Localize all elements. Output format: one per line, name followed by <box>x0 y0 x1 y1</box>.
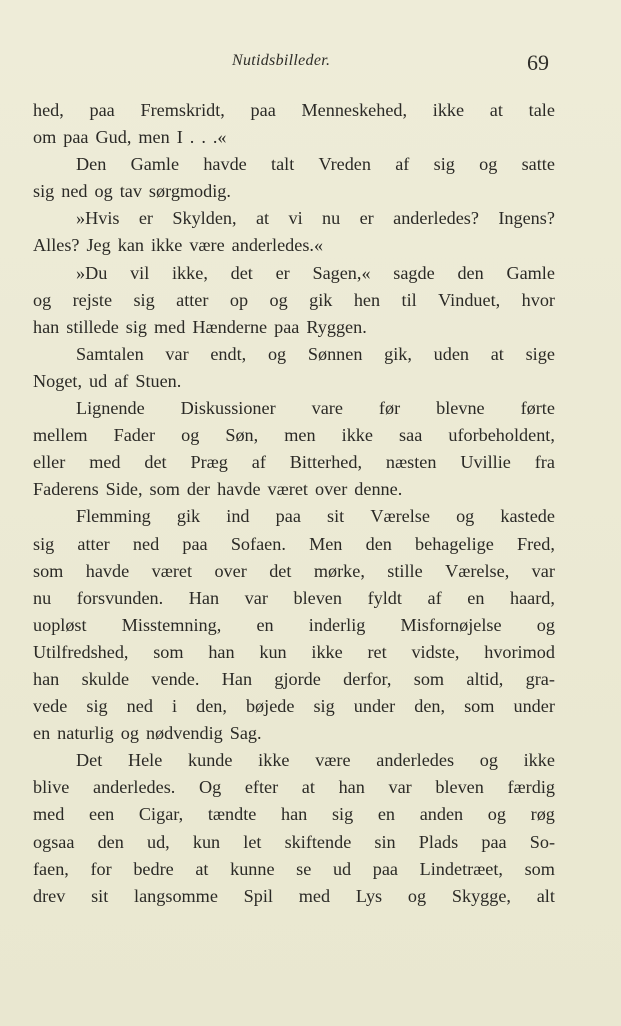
word: uden <box>433 343 470 364</box>
word: ikke <box>432 100 465 120</box>
word: før <box>378 398 401 419</box>
word: kunde <box>188 750 233 771</box>
word: uforbeholdent, <box>448 425 555 446</box>
word: Værelse <box>370 506 430 527</box>
word: stillede <box>66 316 119 337</box>
word: se <box>296 858 312 879</box>
word: Samtalen <box>76 343 144 364</box>
word: sig <box>86 696 108 717</box>
text-line <box>33 395 555 422</box>
word: Stuen. <box>135 370 182 391</box>
word: »Du <box>76 262 108 283</box>
word: fra <box>534 452 555 473</box>
word: Lignende <box>76 398 145 419</box>
word: paa <box>481 831 507 852</box>
word: med <box>33 804 65 825</box>
word: den, <box>414 696 446 717</box>
word: kastede <box>500 506 555 527</box>
word: denne. <box>354 479 403 500</box>
word: sig <box>125 316 148 337</box>
word: af <box>427 587 442 608</box>
text-line <box>33 856 555 883</box>
word: gik, <box>384 343 412 364</box>
word: bleven <box>435 777 484 798</box>
word: havde <box>203 154 247 175</box>
word: Misfornøjelse <box>400 614 502 635</box>
word: ikke <box>523 750 555 771</box>
text-line <box>33 314 555 341</box>
word: og <box>94 181 113 202</box>
word: som <box>153 641 184 662</box>
word: der <box>186 479 211 500</box>
word: og <box>536 614 555 635</box>
text-line <box>33 205 555 232</box>
word: Misstemning, <box>121 614 222 635</box>
word: ned <box>126 696 153 717</box>
word: over <box>314 479 348 500</box>
word: Skylden, <box>172 208 237 229</box>
word: under <box>513 696 555 717</box>
word: en <box>33 723 51 744</box>
word: Værelse, <box>445 560 510 581</box>
word: endt, <box>210 343 247 364</box>
word: Ingens? <box>498 208 555 229</box>
word: ind <box>226 506 250 527</box>
word: drev <box>33 885 66 906</box>
word: for <box>90 858 112 879</box>
word: er <box>359 208 374 229</box>
word: nu <box>33 587 52 608</box>
word: og <box>33 289 52 310</box>
word: ikke <box>258 750 290 771</box>
word: det <box>269 560 292 581</box>
word: Cigar, <box>138 804 184 825</box>
word: vare <box>311 398 343 419</box>
word: Hænderne <box>192 316 268 337</box>
word: blive <box>33 777 70 798</box>
word: Gamle <box>130 154 180 175</box>
word: i <box>171 696 178 717</box>
word: »Hvis <box>76 208 120 229</box>
word: nu <box>322 208 341 229</box>
word: han <box>281 804 308 825</box>
text-line <box>33 747 555 774</box>
word: og <box>120 723 139 744</box>
word: været <box>151 560 193 581</box>
word: Men <box>309 533 343 554</box>
word: af <box>114 370 129 391</box>
word: Flemming <box>76 506 151 527</box>
text-line <box>33 476 555 503</box>
word: hen <box>353 289 381 310</box>
word: altid, <box>466 668 504 689</box>
word: .« <box>212 127 227 148</box>
word: faen, <box>33 858 69 879</box>
word: havde <box>85 560 130 581</box>
text-line <box>33 368 555 395</box>
word: Lindetræet, <box>419 858 503 879</box>
word: at <box>489 100 503 120</box>
word: Plads <box>418 831 459 852</box>
word: er <box>138 208 153 229</box>
word: sig <box>133 289 155 310</box>
word: men <box>138 127 170 148</box>
word: den <box>97 831 124 852</box>
word: Noget, <box>33 370 82 391</box>
word: en <box>256 614 274 635</box>
word: er <box>275 262 290 283</box>
word: ud <box>89 370 108 391</box>
word: at <box>255 208 270 229</box>
word: var <box>388 777 412 798</box>
word: sit <box>91 885 109 906</box>
text-line <box>33 585 555 612</box>
word: I <box>176 127 183 148</box>
word: mellem <box>33 425 88 446</box>
word: til <box>401 289 417 310</box>
word: een <box>89 804 115 825</box>
word: og <box>456 506 475 527</box>
word: Han <box>221 668 253 689</box>
word: sagde <box>393 262 435 283</box>
word: gjorde <box>274 668 321 689</box>
text-line <box>33 666 555 693</box>
word: Fred, <box>517 533 555 554</box>
word: den, <box>196 696 227 717</box>
word: blevne <box>436 398 485 419</box>
word: færdig <box>507 777 555 798</box>
word: Han <box>188 587 220 608</box>
word: So- <box>529 831 555 852</box>
word: behagelige <box>415 533 494 554</box>
word: fyldt <box>367 587 402 608</box>
word: talt <box>271 154 295 175</box>
word: alt <box>536 885 555 906</box>
word: ikke <box>341 425 373 446</box>
text-line <box>33 260 555 287</box>
word: Bitterhed, <box>289 452 363 473</box>
text-line <box>33 178 555 205</box>
word: Præg <box>190 452 228 473</box>
word: førte <box>520 398 555 419</box>
word: han <box>33 316 60 337</box>
word: og <box>407 885 427 906</box>
word: Diskussioner <box>180 398 276 419</box>
header-title: Nutidsbilleder. <box>232 52 331 69</box>
word: vede <box>33 696 68 717</box>
word: paa <box>63 127 89 148</box>
word: ikke, <box>172 262 208 283</box>
word: røg <box>530 804 555 825</box>
word: paa <box>275 506 301 527</box>
word: stille <box>387 560 423 581</box>
word: gik <box>309 289 333 310</box>
word: satte <box>521 154 555 175</box>
word: sit <box>327 506 345 527</box>
word: naturlig <box>57 723 114 744</box>
word: Hele <box>127 750 163 771</box>
word: kunne <box>230 858 275 879</box>
word: . <box>189 127 195 148</box>
word: nødvendig <box>145 723 223 744</box>
word: hed, <box>33 100 64 120</box>
text-line <box>33 531 555 558</box>
word: Menneskehed, <box>301 100 408 120</box>
word: gra- <box>525 668 555 689</box>
word: kan <box>117 235 144 256</box>
word: ikke <box>150 235 183 256</box>
word: kun <box>192 831 221 852</box>
word: Fader <box>113 425 156 446</box>
word: inderlig <box>308 614 366 635</box>
word: den <box>365 533 392 554</box>
word: paa <box>182 533 208 554</box>
word: paa <box>372 858 399 879</box>
word: om <box>33 127 57 148</box>
word: anden <box>419 804 464 825</box>
word: være <box>315 750 351 771</box>
word: Vinduet, <box>438 289 501 310</box>
word: haard, <box>510 587 555 608</box>
word: atter <box>77 533 110 554</box>
word: bedre <box>133 858 174 879</box>
text-line <box>33 503 555 530</box>
word: og <box>267 343 287 364</box>
word: været <box>267 479 308 500</box>
word: ud <box>332 858 352 879</box>
text-line <box>33 883 555 910</box>
word: som <box>149 479 180 500</box>
word: kun <box>259 641 287 662</box>
word: ud, <box>146 831 170 852</box>
text-line <box>33 801 555 828</box>
word: sin <box>374 831 396 852</box>
page-number: 69 <box>527 50 549 75</box>
word: Det <box>76 750 103 771</box>
word: han <box>33 668 60 689</box>
word: Sofaen. <box>230 533 286 554</box>
word: bleven <box>293 587 342 608</box>
word: den <box>457 262 484 283</box>
word: en <box>467 587 485 608</box>
text-line <box>33 97 555 124</box>
word: at <box>301 777 315 798</box>
word: havde <box>217 479 261 500</box>
text-line <box>33 720 555 747</box>
word: skulde <box>81 668 130 689</box>
word: saa <box>399 425 423 446</box>
text-line <box>33 449 555 476</box>
word: han <box>208 641 235 662</box>
word: efter <box>244 777 279 798</box>
word: at <box>490 343 504 364</box>
word: op <box>229 289 249 310</box>
word: skiftende <box>284 831 352 852</box>
word: Ryggen. <box>306 316 367 337</box>
word: og <box>487 804 506 825</box>
word: derfor, <box>343 668 392 689</box>
word: gik <box>176 506 201 527</box>
word: Gud, <box>95 127 132 148</box>
word: Spil <box>243 885 273 906</box>
word: langsomme <box>134 885 218 906</box>
word: Sag. <box>229 723 262 744</box>
body-text <box>33 97 555 910</box>
word: ogsaa <box>33 831 75 852</box>
word: Side, <box>105 479 143 500</box>
word: sørgmodig. <box>148 181 231 202</box>
word: med <box>298 885 331 906</box>
text-line <box>33 558 555 585</box>
word: han <box>338 777 365 798</box>
word: som <box>33 560 64 581</box>
word: ret <box>367 641 387 662</box>
word: vi <box>288 208 303 229</box>
text-line <box>33 774 555 801</box>
word: vende. <box>151 668 200 689</box>
word: sige <box>525 343 555 364</box>
word: paa <box>274 316 300 337</box>
word: ikke <box>311 641 343 662</box>
word: hvor <box>521 289 555 310</box>
word: let <box>243 831 262 852</box>
word: anderledes? <box>393 208 479 229</box>
word: sig <box>331 804 354 825</box>
word: tale <box>528 100 555 120</box>
word: Gamle <box>506 262 555 283</box>
word: forsvunden. <box>76 587 164 608</box>
word: med <box>89 452 121 473</box>
word: Uvillie <box>460 452 511 473</box>
word: bøjede <box>245 696 295 717</box>
word: sig <box>33 181 55 202</box>
word: anderledes <box>376 750 455 771</box>
word: som <box>464 696 495 717</box>
word: tav <box>119 181 142 202</box>
word: Vreden <box>318 154 371 175</box>
text-line <box>33 612 555 639</box>
word: Utilfredshed, <box>33 641 129 662</box>
word: vil <box>130 262 150 283</box>
text-line <box>33 151 555 178</box>
word: ned <box>132 533 160 554</box>
word: Sagen,« <box>312 262 371 283</box>
word: sig <box>433 154 455 175</box>
word: Den <box>76 154 107 175</box>
word: det <box>144 452 167 473</box>
word: en <box>377 804 396 825</box>
word: det <box>230 262 253 283</box>
word: Søn, <box>225 425 259 446</box>
word: af <box>251 452 266 473</box>
text-line <box>33 287 555 314</box>
word: at <box>195 858 209 879</box>
word: Sønnen <box>307 343 363 364</box>
word: næsten <box>385 452 437 473</box>
word: Faderens <box>33 479 99 500</box>
running-header <box>0 50 621 78</box>
word: Og <box>198 777 222 798</box>
word: over <box>214 560 247 581</box>
text-line <box>33 829 555 856</box>
text-line <box>33 124 555 151</box>
text-line <box>33 693 555 720</box>
word: sig <box>313 696 335 717</box>
word: var <box>531 560 555 581</box>
word: . <box>201 127 206 148</box>
word: paa <box>250 100 276 120</box>
word: under <box>353 696 396 717</box>
word: og <box>269 289 288 310</box>
word: vidste, <box>411 641 460 662</box>
text-line <box>33 422 555 449</box>
word: tændte <box>207 804 257 825</box>
word: Fremskridt, <box>140 100 225 120</box>
word: med <box>154 316 186 337</box>
word: atter <box>176 289 209 310</box>
word: og <box>181 425 200 446</box>
word: som <box>413 668 445 689</box>
text-line <box>33 341 555 368</box>
word: Skygge, <box>451 885 511 906</box>
word: ned <box>61 181 88 202</box>
word: uopløst <box>33 614 87 635</box>
word: men <box>284 425 316 446</box>
word: rejste <box>72 289 113 310</box>
word: Alles? <box>33 235 80 256</box>
word: sig <box>33 533 55 554</box>
word: var <box>165 343 189 364</box>
word: Jeg <box>86 235 111 256</box>
word: mørke, <box>313 560 365 581</box>
word: var <box>244 587 268 608</box>
word: være <box>189 235 225 256</box>
word: eller <box>33 452 66 473</box>
text-line <box>33 639 555 666</box>
word: og <box>479 154 498 175</box>
word: paa <box>89 100 115 120</box>
word: af <box>395 154 410 175</box>
word: Lys <box>355 885 383 906</box>
word: og <box>479 750 498 771</box>
word: hvorimod <box>484 641 555 662</box>
word: anderledes. <box>93 777 176 798</box>
word: som <box>524 858 555 879</box>
word: anderledes.« <box>231 235 324 256</box>
text-line <box>33 232 555 259</box>
